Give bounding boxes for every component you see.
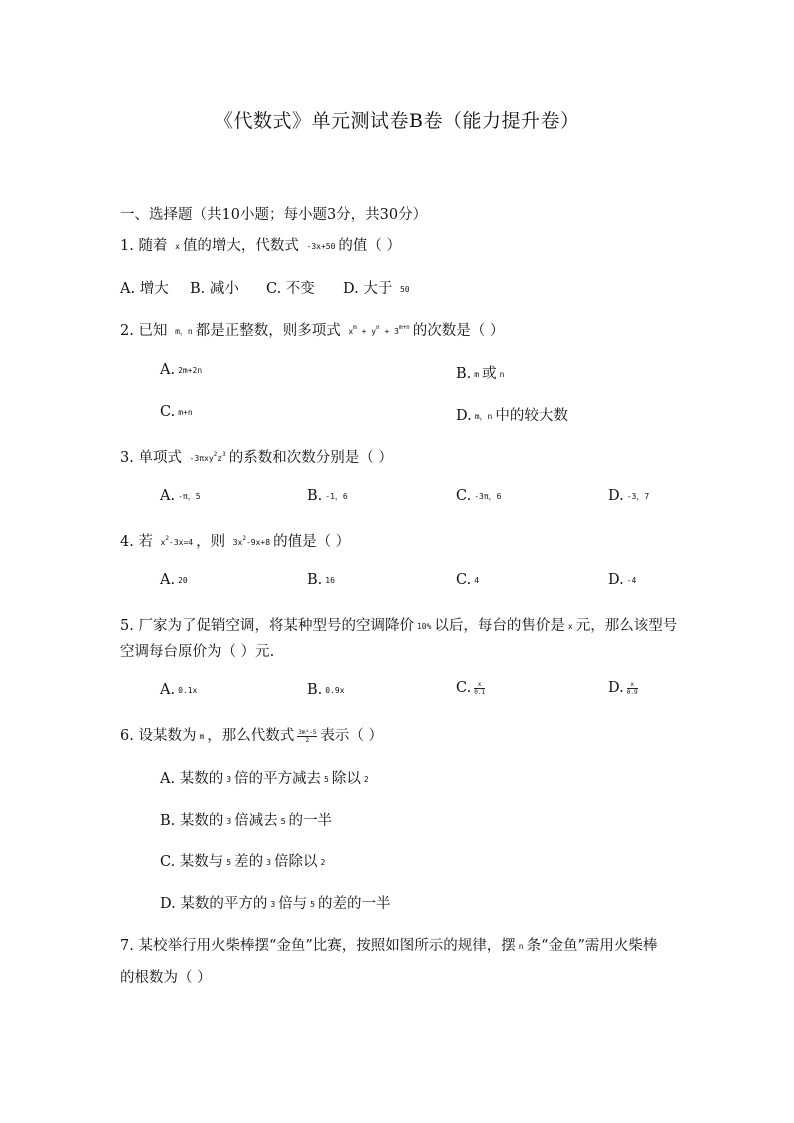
q2-option-c: C. m+n [160,404,193,420]
q5-percent: 10% [416,622,432,631]
q3-option-b: B. -1，6 [307,488,348,504]
q6-option-c: C. 某数与 5 差的 3 倍除以 2 [160,854,326,870]
q2-suffix: 的次数是（ ） [412,323,505,339]
question-5-line-2: 空调每台原价为（ ）元. [120,644,275,660]
q1-option-c: C. 不变 [266,281,315,297]
q5-option-d: D. $\frac{x}{0.9}$ [608,680,638,696]
q2-vars: m，n [175,327,193,336]
q1-option-a: A. 增大 [120,281,169,297]
q1-option-d [343,277,413,298]
question-3 [120,446,393,467]
q2-option-a: A. 2m+2n [160,362,203,378]
q5-option-a: A. 0.1x [160,682,198,698]
q1-option-d-label: D. 大于 [343,281,393,297]
q3-prefix: 3. 单项式 [120,450,182,466]
q5-option-b: B. 0.9x [307,682,345,698]
q2-option-b: B. m 或 n [456,366,505,382]
q4-suffix: 的值是（ ） [273,534,351,550]
q2-mid: 都是正整数，则多项式 [195,323,341,339]
page-title: 《代数式》单元测试卷B卷（能力提升卷） [214,110,580,132]
q1-var: x [175,242,180,251]
q6-option-b: B. 某数的 3 倍减去 5 的一半 [160,813,333,829]
q7-var: n [518,942,524,951]
q6-fraction: $\frac{\text{3m²-5}}{2}$ [298,728,317,744]
question-4 [120,530,350,551]
q1-option-d-math: 50 [399,285,410,294]
q3-expr: $-3\pi xy^2z^3$ [189,451,226,463]
q1-prefix: 1. 随着 [120,238,168,254]
q3-option-a: A. -π，5 [160,488,201,504]
q2-polynomial: $x^m + y^n + 3^{m+n}$ [348,324,410,336]
q1-option-b: B. 减小 [190,281,239,297]
q4-mid: ，则 [196,534,226,550]
question-5-line-1: 5. 厂家为了促销空调，将某种型号的空调降价 10% 以后，每台的售价是 x 元，那么该型号 [120,618,678,634]
question-7-line-1: 7. 某校举行用火柴棒摆“金鱼”比赛，按照如图所示的规律，摆 n 条“金鱼”需用火柴棒 [120,938,658,954]
q4-option-b: B. 16 [307,572,335,588]
q5-option-c-fraction: $\frac{x}{0.1}$ [474,680,486,696]
q4-option-d: D. -4 [608,572,637,588]
question-2 [120,319,504,340]
q4-prefix: 4. 若 [120,534,153,550]
q4-option-a: A. 20 [160,572,188,588]
question-6: 6. 设某数为 m ，那么代数式 $\frac{\text{3m²-5}}{2}$ 表示（ ） [120,728,383,744]
q2-prefix: 2. 已知 [120,323,168,339]
q6-option-a: A. 某数的 3 倍的平方减去 5 除以 2 [160,771,369,787]
q2-option-d: D. m，n 中的较大数 [456,408,568,424]
question-1 [120,234,401,255]
q6-var: m [199,732,205,741]
q1-suffix: 的值（ ） [338,238,402,254]
q3-suffix: 的系数和次数分别是（ ） [228,450,393,466]
q4-option-c: C. 4 [456,572,480,588]
q4-condition: $x^2-3x=4$ [160,535,194,547]
q4-expr: $3x^2-9x+8$ [232,535,271,547]
q1-mid: 值的增大，代数式 [182,238,299,254]
section-heading: 一、选择题（共10小题；每小题3分，共30分） [120,207,428,223]
q5-var: x [567,622,573,631]
q5-option-d-fraction: $\frac{x}{0.9}$ [626,680,638,696]
question-7-line-2: 的根数为（ ） [120,970,212,986]
q5-option-c: C. $\frac{x}{0.1}$ [456,680,486,696]
q3-option-d: D. -3，7 [608,488,650,504]
q6-option-d: D. 某数的平方的 3 倍与 5 的差的一半 [160,896,391,912]
q3-option-c: C. -3π，6 [456,488,502,504]
q1-expr: -3x+50 [306,242,336,251]
